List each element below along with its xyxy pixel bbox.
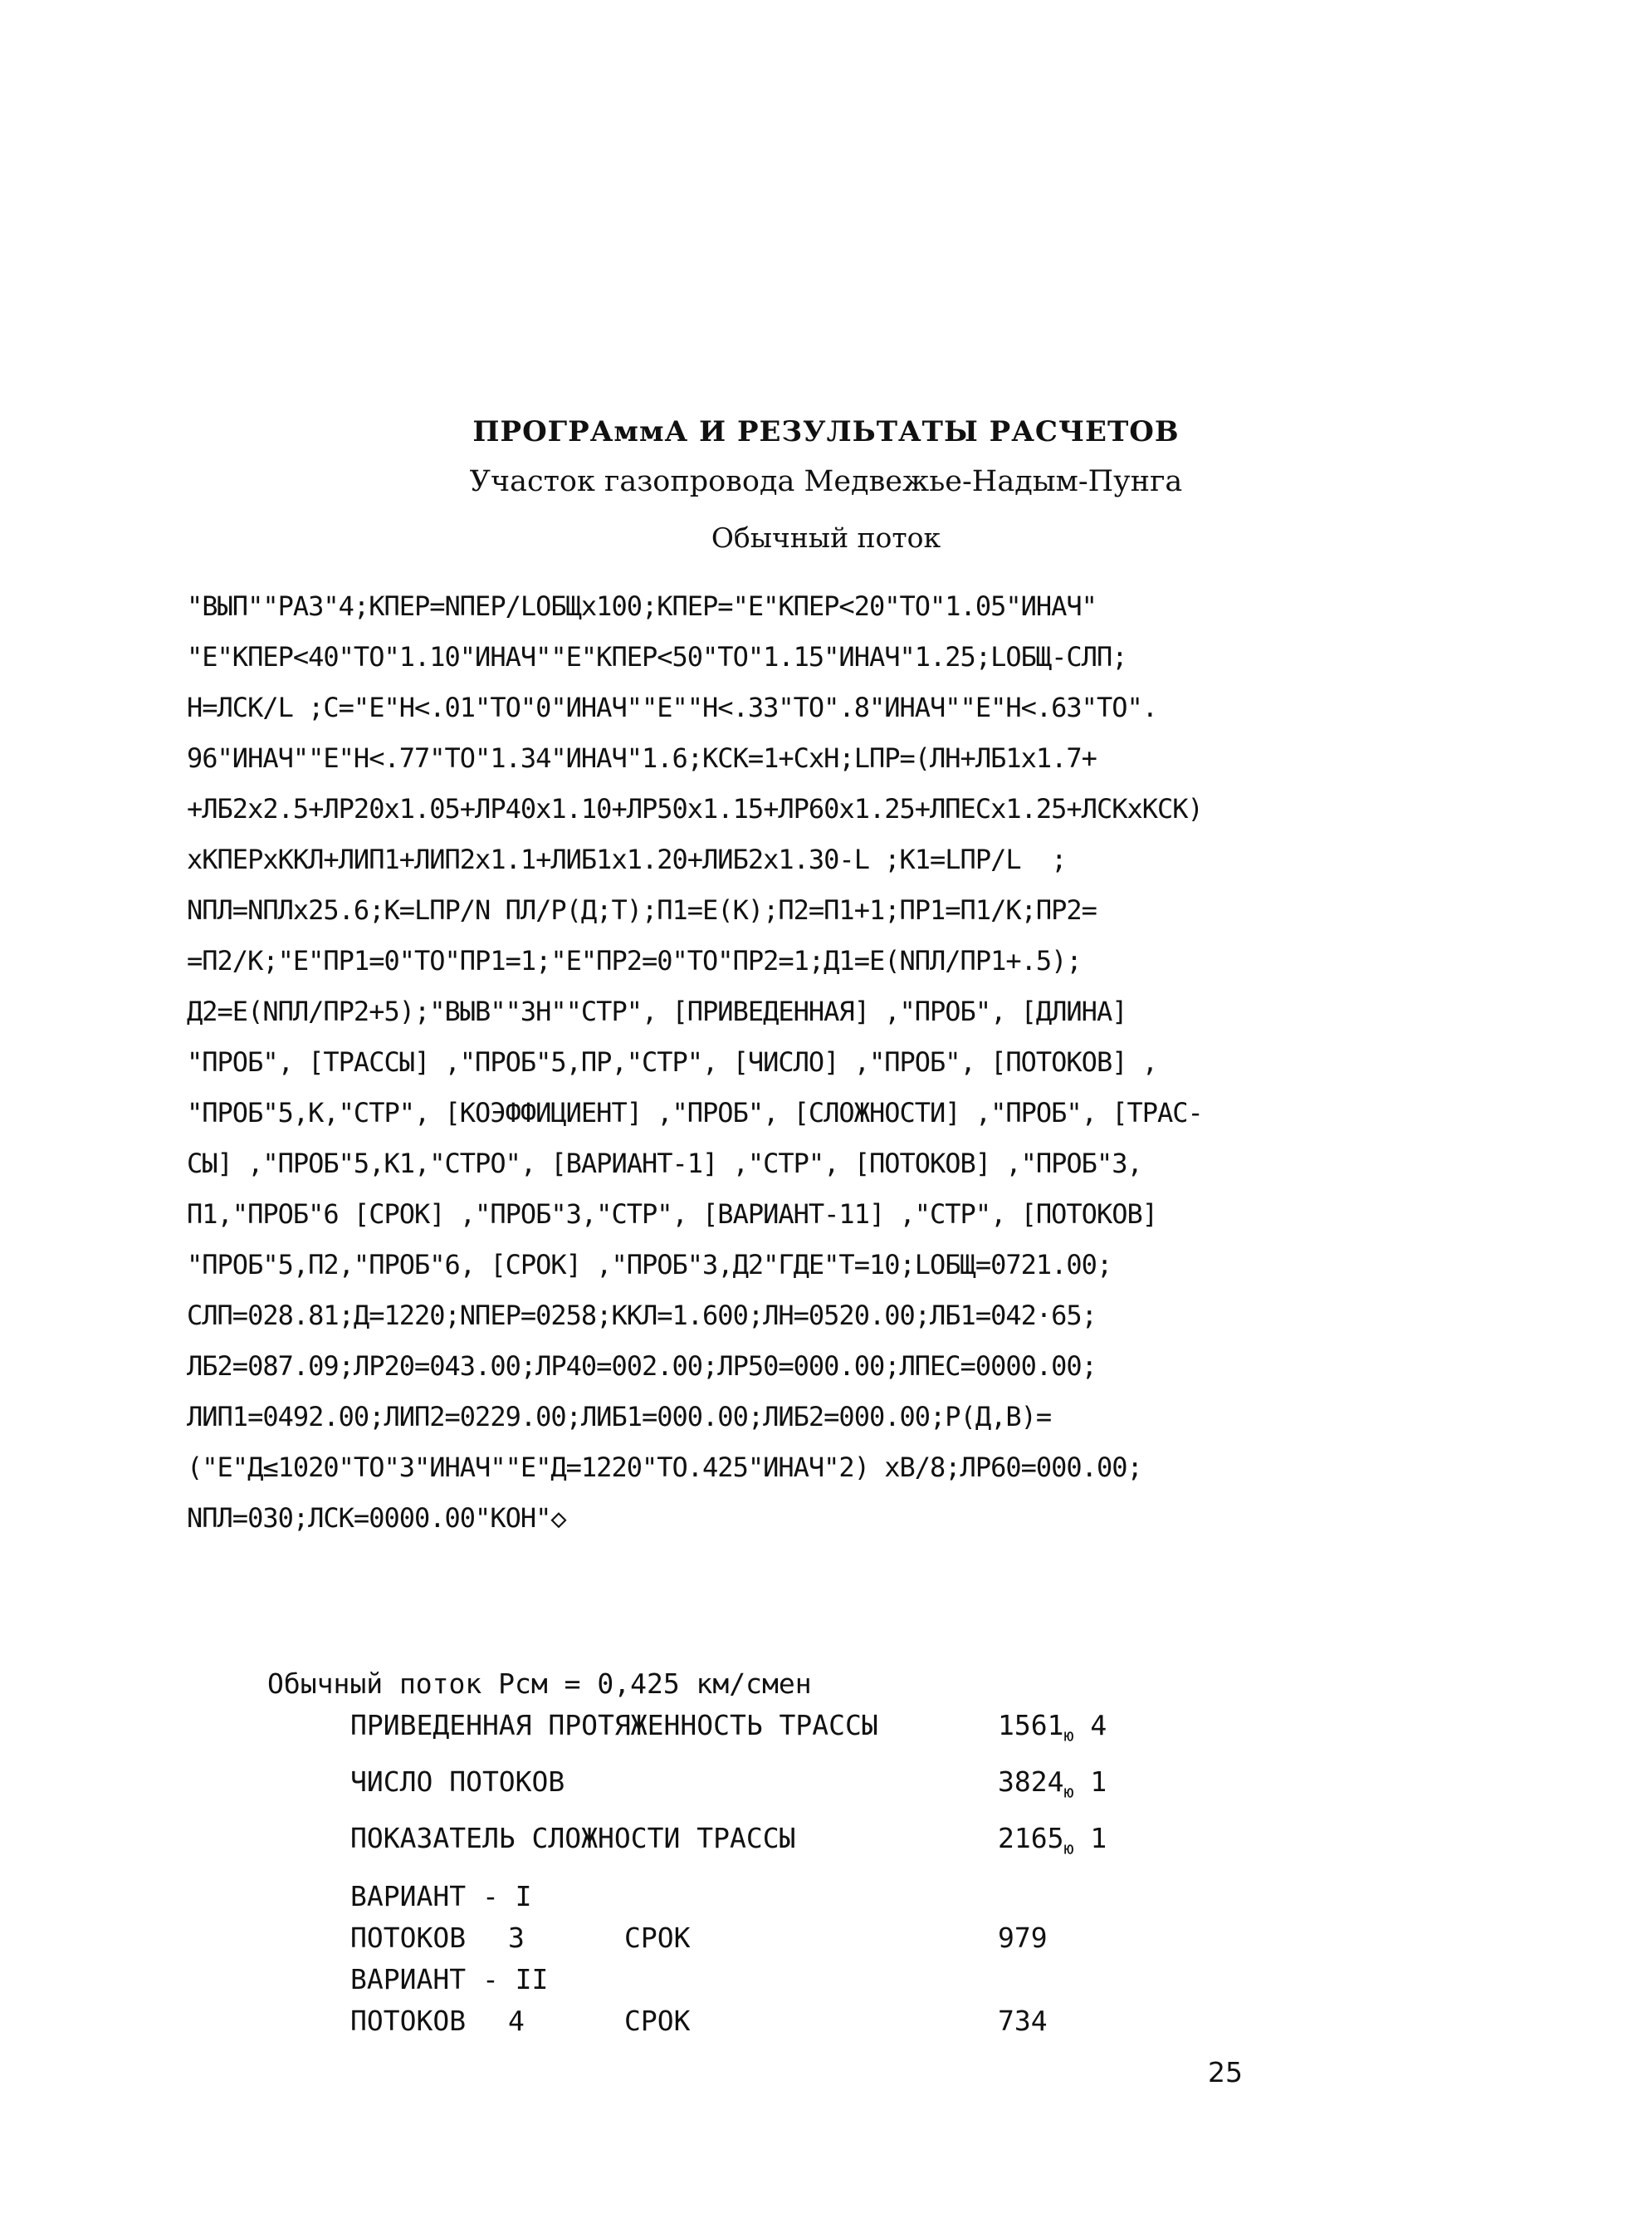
code-line: +ЛБ2х2.5+ЛР20х1.05+ЛР40х1.10+ЛР50х1.15+ЛР60х1.25+ЛПЕСх1.25+ЛСКхКСК) — [187, 793, 1203, 825]
variant-2-row — [350, 2005, 1430, 2046]
page-subtitle: Участок газопровода Медвежье-Надым-Пунга — [469, 465, 1183, 498]
code-line: =П2/К;"Е"ПР1=0"ТО"ПР1=1;"Е"ПР2=0"ТО"ПР2=1;Д1=Е(NПЛ/ПР1+.5); — [187, 945, 1082, 977]
code-line: ("Е"Д≤1020"ТО"3"ИНАЧ""Е"Д=1220"ТО.425"ИНАЧ"2) хВ/8;ЛР60=000.00; — [187, 1452, 1142, 1483]
flows-value: 4 — [508, 2005, 525, 2037]
code-line: "ПРОБ"5,П2,"ПРОБ"6, [СРОК] ,"ПРОБ"3,Д2"ГДЕ"Т=10;LОБЩ=0721.00; — [187, 1249, 1112, 1280]
result-row-flows — [350, 1765, 1430, 1807]
flows-label: ПОТОКОВ — [350, 1922, 467, 1954]
code-line: "ВЫП""РАЗ"4;КПЕР=NПЕР/LОБЩх100;КПЕР="Е"КПЕР<20"ТО"1.05"ИНАЧ" — [187, 590, 1097, 622]
code-line: ЛБ2=087.09;ЛР20=043.00;ЛР40=002.00;ЛР50=000.00;ЛПЕС=0000.00; — [187, 1350, 1097, 1382]
result-row-complexity — [350, 1822, 1430, 1863]
result-row-length — [350, 1709, 1430, 1750]
variant-1-row — [350, 1922, 1430, 1963]
result-value: $1561_ю$ 4 — [998, 1709, 1107, 1746]
code-line: NПЛ=030;ЛСК=0000.00"КОН"◇ — [187, 1502, 566, 1534]
code-line: П1,"ПРОБ"6 [СРОК] ,"ПРОБ"3,"СТР", [ВАРИАНТ-11] ,"СТР", [ПОТОКОВ] — [187, 1198, 1157, 1230]
term-label: СРОК — [624, 1922, 691, 1954]
code-line: хКПЕРхККЛ+ЛИП1+ЛИП2х1.1+ЛИБ1х1.20+ЛИБ2х1.30-L ;К1=LПР/L ; — [187, 844, 1067, 875]
flows-value: 3 — [508, 1922, 525, 1954]
program-listing — [187, 581, 1598, 1544]
page-title: ПРОГРАммА И РЕЗУЛЬТАТЫ РАСЧЕТОВ — [472, 415, 1180, 448]
term-label: СРОК — [624, 2005, 691, 2037]
code-line: "ПРОБ", [ТРАССЫ] ,"ПРОБ"5,ПР,"СТР", [ЧИСЛО] ,"ПРОБ", [ПОТОКОВ] , — [187, 1046, 1157, 1078]
result-value: $2165_ю$ 1 — [998, 1822, 1107, 1858]
code-line: "Е"КПЕР<40"ТО"1.10"ИНАЧ""Е"КПЕР<50"ТО"1.15"ИНАЧ"1.25;LОБЩ-СЛП; — [187, 641, 1127, 673]
code-line: NПЛ=NПЛх25.6;К=LПР/N ПЛ/Р(Д;Т);П1=Е(К);П2=П1+1;ПР1=П1/К;ПР2= — [187, 894, 1097, 926]
term-value: 979 — [998, 1922, 1048, 1954]
results-title: Обычный поток Рсм = 0,425 км/смен — [267, 1667, 812, 1700]
code-line: Н=ЛСК/L ;С="Е"Н<.01"ТО"0"ИНАЧ""Е""Н<.33"ТО".8"ИНАЧ""Е"Н<.63"ТО". — [187, 692, 1157, 723]
code-line: СЫ] ,"ПРОБ"5,К1,"СТРО", [ВАРИАНТ-1] ,"СТР", [ПОТОКОВ] ,"ПРОБ"3, — [187, 1148, 1142, 1179]
result-label: ЧИСЛО ПОТОКОВ — [350, 1765, 565, 1798]
code-line: "ПРОБ"5,К,"СТР", [КОЭФФИЦИЕНТ] ,"ПРОБ", [СЛОЖНОСТИ] ,"ПРОБ", [ТРАС- — [187, 1097, 1203, 1129]
result-label: ПОКАЗАТЕЛЬ СЛОЖНОСТИ ТРАССЫ — [350, 1822, 796, 1854]
flows-label: ПОТОКОВ — [350, 2005, 467, 2037]
code-line: СЛП=028.81;Д=1220;NПЕР=0258;ККЛ=1.600;ЛН=0520.00;ЛБ1=042·65; — [187, 1300, 1097, 1331]
page-number: 25 — [1208, 2056, 1243, 2088]
term-value: 734 — [998, 2005, 1048, 2037]
result-value: $3824_ю$ 1 — [998, 1765, 1107, 1802]
section-title: Обычный поток — [711, 521, 941, 554]
result-label: ПРИВЕДЕННАЯ ПРОТЯЖЕННОСТЬ ТРАССЫ — [350, 1709, 878, 1741]
code-line: 96"ИНАЧ""Е"Н<.77"ТО"1.34"ИНАЧ"1.6;КСК=1+СхН;LПР=(ЛН+ЛБ1х1.7+ — [187, 742, 1097, 774]
variant-2-label: ВАРИАНТ - II — [350, 1963, 549, 1995]
code-line: Д2=Е(NПЛ/ПР2+5);"ВЫВ""ЗН""СТР", [ПРИВЕДЕННАЯ] ,"ПРОБ", [ДЛИНА] — [187, 996, 1127, 1027]
code-line: ЛИП1=0492.00;ЛИП2=0229.00;ЛИБ1=000.00;ЛИБ2=000.00;Р(Д,В)= — [187, 1401, 1052, 1432]
variant-1-label: ВАРИАНТ - I — [350, 1880, 532, 1912]
